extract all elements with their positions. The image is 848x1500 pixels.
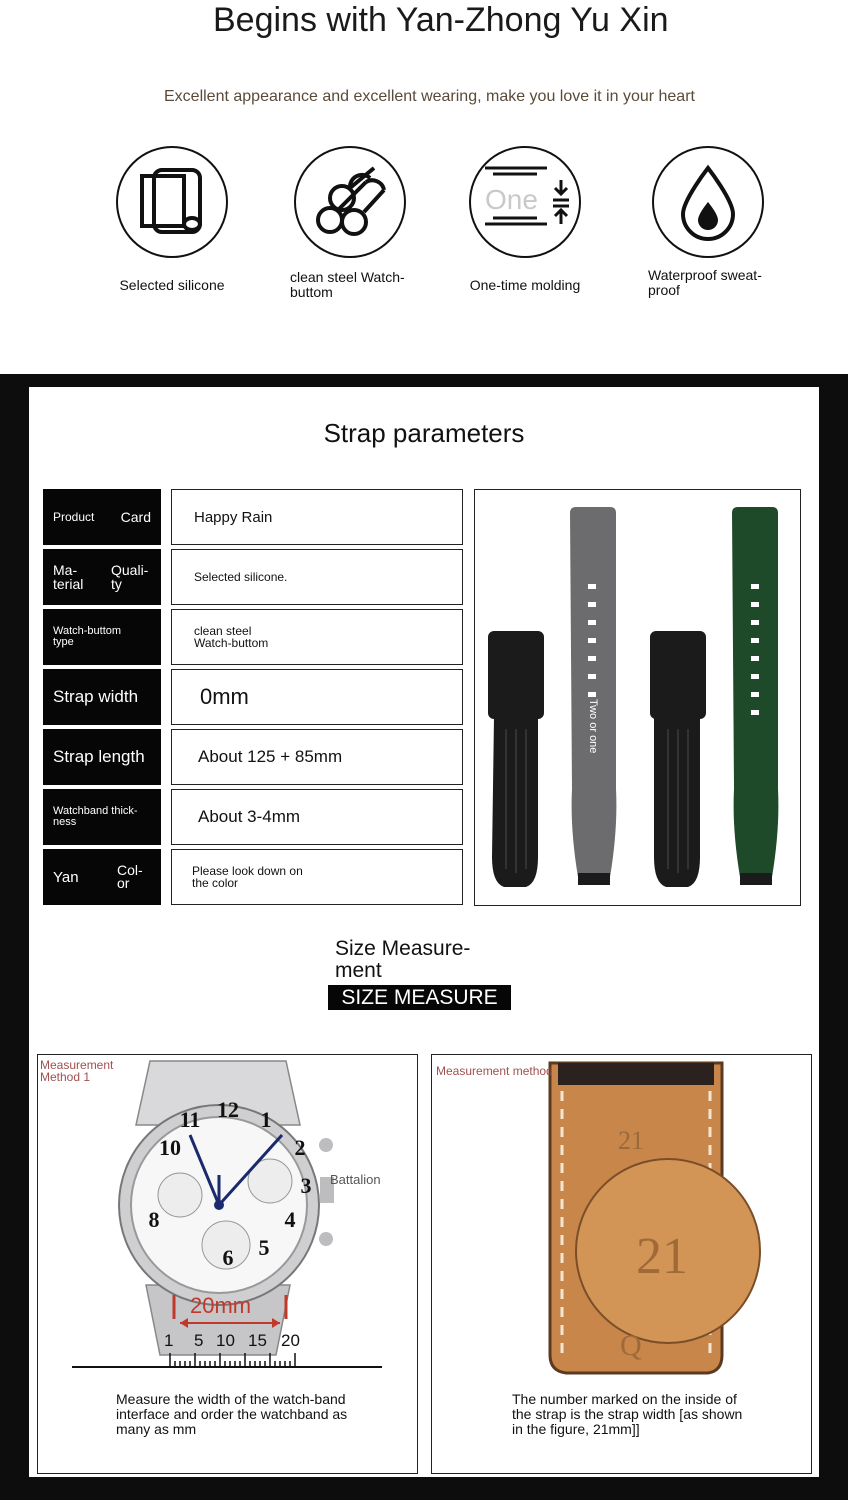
molding-icon bbox=[469, 146, 581, 258]
method-1-caption: Measure the width of the watch-band interface and order the watchband as many as mm bbox=[116, 1391, 348, 1437]
leather-strap-illustration bbox=[432, 1055, 812, 1385]
width-20mm-label: 20mm bbox=[190, 1293, 252, 1318]
param-value-product: Happy Rain bbox=[171, 489, 463, 545]
param-label-product: Product Card bbox=[43, 489, 161, 545]
black-strap-short-2 bbox=[650, 631, 706, 887]
param-label-strap-length: Strap length bbox=[43, 729, 161, 785]
strap-parameters-title: Strap parameters bbox=[323, 418, 525, 448]
param-value-color: Please look down on the color bbox=[171, 849, 463, 905]
ruler-label-1: 1 bbox=[164, 1331, 174, 1350]
param-value-strap-length: About 125 + 85mm bbox=[171, 729, 463, 785]
method-2-caption: The number marked on the inside of the strap is the strap width [as shown in the figure, 21mm]] bbox=[512, 1391, 743, 1437]
svg-text:1: 1 bbox=[260, 1107, 272, 1132]
svg-text:12: 12 bbox=[217, 1097, 239, 1122]
molding-overlay-text: One bbox=[485, 184, 538, 215]
svg-text:11: 11 bbox=[179, 1107, 201, 1132]
svg-text:10: 10 bbox=[159, 1135, 181, 1160]
svg-text:2: 2 bbox=[294, 1135, 306, 1160]
feature-waterproof bbox=[628, 146, 788, 298]
page-subtitle: Excellent appearance and excellent wearing, make you love it in your heart bbox=[164, 88, 695, 105]
param-label-thickness: Watchband thick-ness bbox=[43, 789, 161, 845]
param-label-color: Yan Col-or bbox=[43, 849, 161, 905]
method-1-tag: Measurement Method 1 bbox=[40, 1058, 114, 1084]
ruler-label-15: 15 bbox=[248, 1331, 267, 1350]
measurement-method-2 bbox=[431, 1054, 812, 1474]
water-drop-icon bbox=[652, 146, 764, 258]
feature-clean-steel bbox=[270, 146, 430, 300]
feature-label: Selected silicone bbox=[119, 277, 225, 293]
param-value-buttom-type: clean steel Watch-buttom bbox=[171, 609, 463, 665]
feature-one-time-molding bbox=[445, 146, 605, 293]
size-measurement-title: Size Measure-ment bbox=[335, 937, 471, 982]
svg-text:6: 6 bbox=[222, 1245, 234, 1270]
svg-text:3: 3 bbox=[300, 1173, 312, 1198]
svg-text:4: 4 bbox=[284, 1207, 296, 1232]
size-measure-banner: SIZE MEASURE bbox=[328, 985, 511, 1010]
page-title: Begins with Yan-Zhong Yu Xin bbox=[213, 1, 669, 39]
svg-text:8: 8 bbox=[148, 1207, 160, 1232]
silicone-roll-icon bbox=[116, 146, 228, 258]
param-value-strap-width: 0mm bbox=[171, 669, 463, 725]
measurement-method-1 bbox=[37, 1054, 418, 1474]
method-2-tag: Measurement method bbox=[436, 1064, 553, 1078]
feature-selected-silicone bbox=[92, 146, 252, 293]
battalion-label: Battalion bbox=[330, 1172, 381, 1187]
ruler-label-10: 10 bbox=[216, 1331, 235, 1350]
strap-embossed-text: Two or one bbox=[587, 699, 599, 754]
param-value-material: Selected silicone. bbox=[171, 549, 463, 605]
feature-label: One-time molding bbox=[469, 277, 581, 293]
feature-label: Waterproof sweat-proof bbox=[648, 267, 762, 298]
ruler-label-20: 20 bbox=[281, 1331, 300, 1350]
svg-text:5: 5 bbox=[258, 1235, 270, 1260]
param-label-strap-width: Strap width bbox=[43, 669, 161, 725]
black-strap-short bbox=[488, 631, 544, 887]
svg-text:Q: Q bbox=[620, 1329, 642, 1362]
svg-text:21: 21 bbox=[618, 1126, 644, 1155]
param-label-material: Ma-terial Quali-ty bbox=[43, 549, 161, 605]
param-value-thickness: About 3-4mm bbox=[171, 789, 463, 845]
param-label-buttom-type: Watch-buttom type bbox=[43, 609, 161, 665]
feature-label: clean steel Watch-buttom bbox=[290, 269, 405, 300]
steel-bars-icon bbox=[294, 146, 406, 258]
svg-text:21: 21 bbox=[636, 1228, 688, 1285]
strap-product-image bbox=[474, 489, 801, 906]
ruler-label-5: 5 bbox=[194, 1331, 204, 1350]
